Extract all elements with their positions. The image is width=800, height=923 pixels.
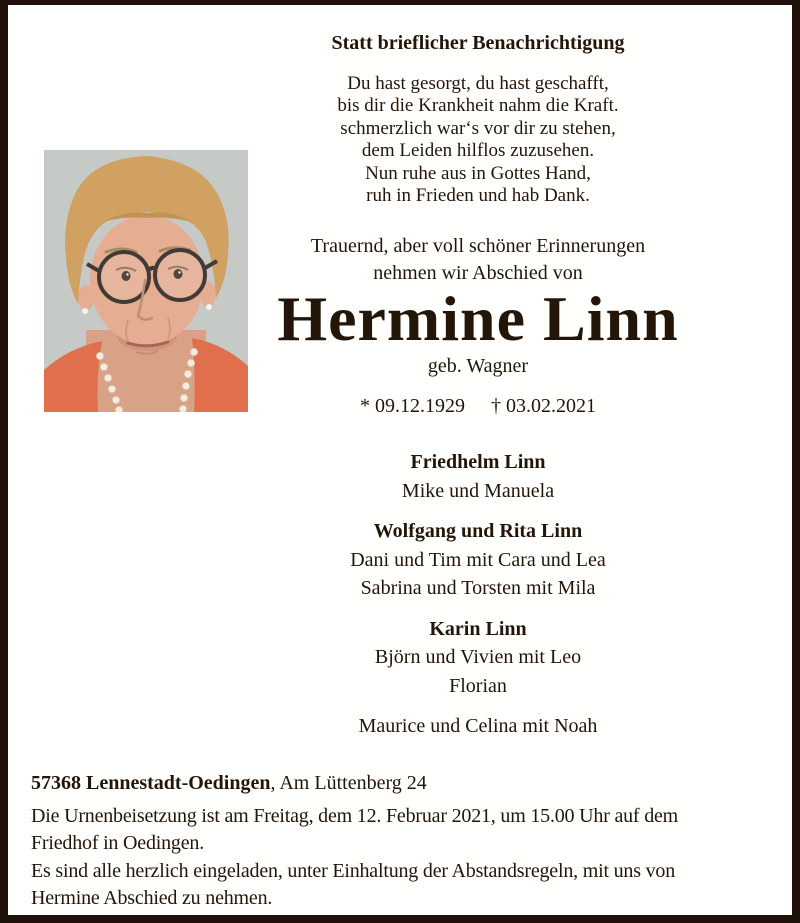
mourners-list	[156, 448, 800, 741]
funeral-details	[31, 803, 678, 912]
intro-line: Trauernd, aber voll schöner Erinnerungen	[310, 235, 646, 258]
poem-line: bis dir die Krankheit nahm die Kraft.	[337, 95, 619, 117]
mourner-line: Dani und Tim mit Cara und Lea	[350, 548, 606, 571]
poem-line: Du hast gesorgt, du hast geschafft,	[347, 73, 609, 94]
poem-line: ruh in Frieden und hab Dank.	[366, 185, 590, 207]
mourner-line: Florian	[449, 674, 507, 697]
maiden-name: geb. Wagner	[427, 355, 529, 378]
memorial-poem	[156, 73, 800, 207]
intro-text	[156, 233, 800, 287]
poem-line: dem Leiden hilflos zuzusehen.	[361, 140, 595, 162]
preface-heading: Statt brieflicher Benachrichtigung	[331, 32, 625, 54]
mourner-line: Björn und Vivien mit Leo	[374, 646, 582, 669]
details-line: Friedhof in Oedingen.	[31, 832, 204, 855]
details-line: Es sind alle herzlich eingeladen, unter Einhaltung der Abstandsregeln, mit uns von	[31, 859, 675, 882]
poem-line: Nun ruhe aus in Gottes Hand,	[365, 162, 591, 184]
mourner-line: Sabrina und Torsten mit Mila	[360, 577, 596, 600]
mourner-line: Friedhelm Linn	[410, 451, 546, 474]
death-date: † 03.02.2021	[491, 395, 596, 418]
poem-line: schmerzlich war‘s vor dir zu stehen,	[340, 117, 616, 139]
birth-date: * 09.12.1929	[360, 395, 465, 418]
details-line: Die Urnenbeisetzung ist am Freitag, dem 12. Februar 2021, um 15.00 Uhr auf dem	[31, 805, 679, 827]
life-dates	[156, 394, 800, 418]
mourner-line: Mike und Manuela	[401, 479, 555, 502]
details-line: Hermine Abschied zu nehmen.	[31, 886, 273, 909]
announcement-column	[156, 5, 800, 741]
intro-line: nehmen wir Abschied von	[373, 262, 583, 285]
earring-left	[82, 308, 88, 314]
mourner-line: Maurice und Celina mit Noah	[358, 715, 598, 738]
deceased-name: Hermine Linn	[277, 283, 679, 355]
mourner-line: Wolfgang und Rita Linn	[373, 520, 583, 543]
address-street: , Am Lüttenberg 24	[270, 772, 427, 794]
address-line	[31, 770, 427, 796]
address-city: 57368 Lennestadt-Oedingen	[31, 772, 271, 794]
mourner-line: Karin Linn	[429, 617, 527, 640]
